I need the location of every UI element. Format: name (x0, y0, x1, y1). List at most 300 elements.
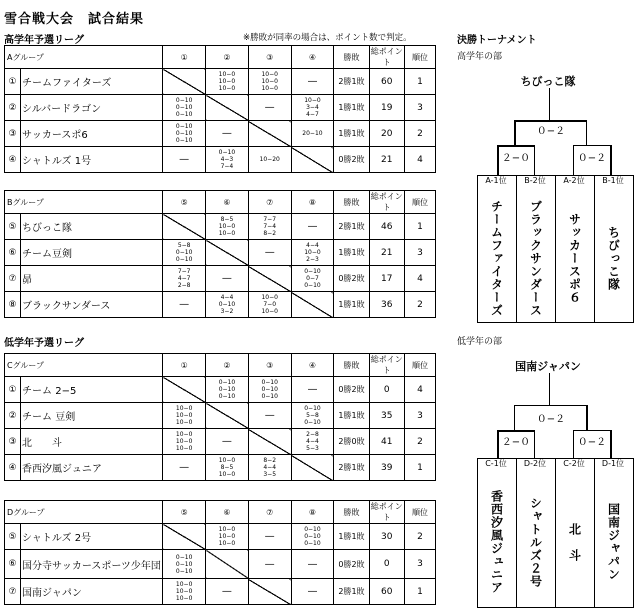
win-loss-cell (334, 550, 369, 579)
win-loss-cell (334, 266, 369, 292)
self-match-cell (291, 455, 334, 481)
match-score: 0−10 0−10 0−10 (175, 553, 193, 575)
match-score-cell (163, 403, 206, 429)
team-number: ⑧ (5, 292, 21, 318)
rank: 3 (404, 95, 435, 121)
opponent-column-header: ⑦ (248, 191, 291, 214)
total-points: 39 (369, 455, 404, 481)
team-name: チームファイターズ (21, 69, 163, 95)
self-match-cell (206, 95, 249, 121)
upper-semi-right-l (573, 145, 574, 175)
self-match-cell (291, 147, 334, 173)
bracket-team-name: チームファイターズ (489, 199, 504, 317)
match-score-cell (163, 121, 206, 147)
match-score-cell (206, 147, 249, 173)
match-score-cell (206, 292, 249, 318)
opponent-column-header: ⑤ (163, 191, 206, 214)
win-loss-cell (334, 403, 369, 429)
opponent-column-header: ⑦ (248, 501, 291, 524)
win-loss: 1勝1敗 (338, 103, 365, 112)
bracket-team (477, 175, 517, 323)
self-match-cell (248, 121, 291, 147)
lower-section-label: 低学年の部 (457, 337, 503, 347)
team-seed: B-2位 (524, 176, 546, 185)
bracket-team (555, 175, 595, 323)
team-number: ⑥ (5, 240, 21, 266)
match-score-cell (163, 147, 206, 173)
rank: 2 (404, 292, 435, 318)
match-score-cell (248, 69, 291, 95)
bracket-team-name: 国南ジャパン (606, 503, 621, 581)
total-points: 60 (369, 579, 404, 605)
upper-semi-left-l (497, 145, 499, 175)
opponent-column-header: ④ (291, 354, 334, 377)
match-score: — (179, 462, 190, 473)
team-row (5, 377, 436, 403)
rank: 1 (404, 69, 435, 95)
team-name: チーム豆剣 (21, 240, 163, 266)
bracket-team (516, 175, 556, 323)
match-score: 0−10 5−8 0−10 (304, 405, 321, 426)
team-seed: A-2位 (563, 176, 585, 185)
team-name: 北 斗 (21, 429, 163, 455)
win-loss: 1勝1敗 (338, 532, 365, 541)
match-score-cell (248, 240, 291, 266)
lower-semi-right-score: ０−２ (577, 437, 607, 448)
group-table (4, 190, 436, 318)
match-score-cell (248, 403, 291, 429)
match-score: 10−0 10−0 10−0 (218, 526, 236, 547)
team-name: 国分寺サッカースポーツ少年団 (21, 550, 163, 579)
team-row (5, 69, 436, 95)
team-name: シャトルズ 1号 (21, 147, 163, 173)
bracket-team-name: ちびっこ隊 (606, 225, 621, 291)
self-match-cell (248, 429, 291, 455)
match-score-cell (248, 550, 291, 579)
team-row (5, 147, 436, 173)
team-name: チーム 2−5 (21, 377, 163, 403)
result-header: 勝敗 (334, 354, 369, 377)
match-score: 0−10 0−10 0−10 (175, 97, 193, 118)
team-row (5, 292, 436, 318)
points-header: 総ポイント (370, 47, 403, 67)
total-points: 17 (369, 266, 404, 292)
opponent-column-header: ① (163, 354, 206, 377)
match-score-cell (206, 266, 249, 292)
page-title: 雪合戦大会 試合結果 (4, 12, 145, 27)
match-score-cell (248, 95, 291, 121)
match-score-cell (163, 579, 206, 605)
group-table (4, 45, 436, 173)
opponent-column-header: ⑧ (291, 191, 334, 214)
match-score-cell (291, 377, 334, 403)
team-row (5, 429, 436, 455)
match-score: — (264, 247, 275, 258)
rank: 2 (404, 429, 435, 455)
match-score-cell (206, 579, 249, 605)
match-score: 8−2 4−4 3−5 (263, 457, 277, 478)
bracket-team (516, 458, 556, 608)
match-score: 10−0 8−5 10−0 (218, 457, 236, 478)
match-score: — (307, 586, 318, 597)
win-loss-cell (334, 240, 369, 266)
match-score: — (264, 410, 275, 421)
match-score: — (264, 558, 275, 570)
match-score: — (307, 221, 318, 232)
match-score-cell (206, 214, 249, 240)
bracket-team (594, 175, 634, 323)
team-name: 昴 (21, 266, 163, 292)
match-score-cell (248, 455, 291, 481)
win-loss: 0勝2敗 (338, 559, 365, 569)
lower-semi-right-r (610, 430, 612, 458)
lower-final-left (514, 405, 515, 430)
match-score: 0−10 0−10 0−10 (175, 123, 193, 144)
self-match-cell (163, 377, 206, 403)
match-score-cell (206, 455, 249, 481)
group-label: Cグループ (5, 354, 163, 377)
rank: 1 (404, 579, 435, 605)
rank: 3 (404, 240, 435, 266)
win-loss: 1勝1敗 (338, 300, 365, 309)
group-label: Aグループ (5, 46, 163, 69)
match-score-cell (206, 121, 249, 147)
opponent-column-header: ④ (291, 46, 334, 69)
team-number: ③ (5, 121, 21, 147)
match-score-cell (206, 377, 249, 403)
match-score-cell (291, 240, 334, 266)
team-row (5, 266, 436, 292)
match-score-cell (291, 266, 334, 292)
match-score: — (221, 273, 232, 284)
team-row (5, 214, 436, 240)
match-score: 4−4 0−10 3−2 (218, 294, 236, 315)
team-number: ② (5, 95, 21, 121)
upper-champion: ちびっこ隊 (520, 75, 576, 88)
match-score: 7−7 4−7 2−8 (177, 268, 191, 289)
upper-semi-right-score: ０−２ (577, 153, 607, 164)
upper-semi-left-r (534, 145, 535, 175)
win-loss: 1勝1敗 (338, 411, 365, 420)
bracket-team (594, 458, 634, 608)
team-number: ② (5, 403, 21, 429)
win-loss: 1勝1敗 (338, 248, 365, 257)
match-score: 20−10 (302, 130, 323, 137)
total-points: 46 (369, 214, 404, 240)
upper-final-bar (514, 120, 586, 122)
win-loss-cell (334, 524, 369, 550)
upper-semi-right-bar (573, 145, 611, 146)
match-score-cell (291, 69, 334, 95)
match-score-cell (291, 524, 334, 550)
rank: 1 (404, 455, 435, 481)
rank: 4 (404, 266, 435, 292)
result-header: 勝敗 (334, 46, 369, 69)
team-name: チーム 豆剣 (21, 403, 163, 429)
self-match-cell (248, 579, 291, 605)
team-seed: C-1位 (485, 459, 507, 468)
self-match-cell (163, 524, 206, 550)
match-score-cell (206, 429, 249, 455)
match-score-cell (248, 292, 291, 318)
win-loss: 2勝1敗 (338, 77, 365, 86)
self-match-cell (291, 292, 334, 318)
team-number: ① (5, 377, 21, 403)
match-score: 0−10 0−7 0−10 (304, 268, 321, 289)
win-loss-cell (334, 377, 369, 403)
team-number: ⑦ (5, 579, 21, 605)
points-header: 総ポイント (370, 355, 403, 375)
match-score: 10−0 10−0 10−0 (175, 405, 193, 426)
match-score-cell (291, 579, 334, 605)
team-name: シャトルズ 2号 (21, 524, 163, 550)
self-match-cell (206, 550, 249, 579)
win-loss: 0勝2敗 (338, 274, 365, 283)
match-score: — (179, 299, 190, 310)
team-row (5, 550, 436, 579)
win-loss: 1勝1敗 (338, 129, 365, 138)
match-score: 0−10 0−10 0−10 (218, 379, 236, 400)
match-score: — (221, 586, 232, 597)
opponent-column-header: ① (163, 46, 206, 69)
total-points: 41 (369, 429, 404, 455)
lower-final-bar (514, 405, 586, 406)
win-loss: 0勝2敗 (338, 155, 365, 164)
upper-final-score: ０−２ (533, 126, 569, 138)
match-score: — (307, 76, 318, 87)
team-number: ⑤ (5, 214, 21, 240)
match-score-cell (248, 147, 291, 173)
match-score: 5−8 0−10 0−10 (175, 242, 193, 263)
team-name: サッカースポ6 (21, 121, 163, 147)
match-score: — (264, 531, 275, 542)
match-score-cell (291, 429, 334, 455)
team-row (5, 95, 436, 121)
lower-league-title: 低学年予選リーグ (4, 338, 84, 349)
rank-header: 順位 (404, 354, 435, 377)
self-match-cell (206, 403, 249, 429)
total-points: 21 (369, 240, 404, 266)
total-points: 30 (369, 524, 404, 550)
opponent-column-header: ⑧ (291, 501, 334, 524)
total-points: 0 (369, 377, 404, 403)
upper-final-right (586, 120, 587, 145)
opponent-column-header: ② (206, 354, 249, 377)
team-number: ⑤ (5, 524, 21, 550)
match-score-cell (163, 266, 206, 292)
bracket-team-name: 香西汐風ジュニア (489, 490, 504, 594)
team-name: ちびっこ隊 (21, 214, 163, 240)
opponent-column-header: ⑥ (206, 191, 249, 214)
lower-final-right (586, 405, 588, 430)
lower-champion: 国南ジャパン (515, 360, 581, 373)
team-seed: C-2位 (563, 459, 585, 468)
opponent-column-header: ⑤ (163, 501, 206, 524)
group-table (4, 353, 436, 481)
rank: 4 (404, 377, 435, 403)
team-number: ⑥ (5, 550, 21, 579)
rank-header: 順位 (404, 191, 435, 214)
team-number: ① (5, 69, 21, 95)
win-loss-cell (334, 147, 369, 173)
rank: 2 (404, 121, 435, 147)
win-loss-cell (334, 579, 369, 605)
total-points: 19 (369, 95, 404, 121)
match-score-cell (206, 524, 249, 550)
win-loss: 0勝2敗 (338, 385, 365, 394)
team-name: 国南ジャパン (21, 579, 163, 605)
total-points: 21 (369, 147, 404, 173)
win-loss-cell (334, 429, 369, 455)
group-label: Dグループ (5, 501, 163, 524)
tournament-title: 決勝トーナメント (457, 35, 537, 46)
bracket-team (555, 458, 595, 608)
match-score-cell (248, 377, 291, 403)
rank: 4 (404, 147, 435, 173)
tie-rule-note: ※勝敗が同率の場合は、ポイント数で判定。 (243, 33, 412, 43)
lower-final-score: ０−２ (533, 414, 569, 426)
team-name: シルバードラゴン (21, 95, 163, 121)
team-row (5, 403, 436, 429)
match-score: — (221, 128, 232, 139)
match-score: — (307, 384, 318, 395)
total-points: 0 (369, 550, 404, 579)
match-score-cell (206, 69, 249, 95)
match-score: — (307, 558, 318, 570)
match-score: 10−20 (259, 156, 280, 163)
match-score: 2−8 4−4 5−3 (306, 431, 319, 452)
match-score: — (179, 154, 190, 165)
group-table (4, 500, 436, 605)
match-score: 10−0 10−0 10−0 (261, 71, 278, 92)
lower-semi-right-l (573, 430, 574, 458)
match-score: 10−0 10−0 10−0 (175, 431, 193, 452)
group-label: Bグループ (5, 191, 163, 214)
lower-semi-left-score: ２−０ (501, 437, 531, 448)
rank: 3 (404, 403, 435, 429)
opponent-column-header: ③ (248, 46, 291, 69)
match-score-cell (163, 550, 206, 579)
self-match-cell (248, 266, 291, 292)
match-score-cell (163, 240, 206, 266)
self-match-cell (206, 240, 249, 266)
team-number: ⑦ (5, 266, 21, 292)
team-name: 香西汐風ジュニア (21, 455, 163, 481)
lower-semi-right-bar (573, 430, 611, 431)
upper-section-label: 高学年の部 (457, 52, 503, 62)
team-number: ③ (5, 429, 21, 455)
upper-final-left (514, 120, 516, 145)
team-number: ④ (5, 455, 21, 481)
bracket-team (477, 458, 517, 608)
self-match-cell (163, 69, 206, 95)
match-score: 0−10 0−10 0−10 (304, 526, 321, 547)
match-score: 10−0 10−0 10−0 (175, 581, 193, 602)
opponent-column-header: ③ (248, 354, 291, 377)
match-score: 10−0 10−0 10−0 (218, 71, 236, 92)
win-loss-cell (334, 121, 369, 147)
win-loss-cell (334, 95, 369, 121)
total-points: 20 (369, 121, 404, 147)
bracket-team-name: 北 斗 (567, 522, 582, 562)
match-score-cell (163, 455, 206, 481)
team-row (5, 579, 436, 605)
match-score-cell (163, 429, 206, 455)
self-match-cell (163, 214, 206, 240)
match-score-cell (248, 214, 291, 240)
points-header: 総ポイント (370, 502, 403, 522)
match-score: — (221, 436, 232, 447)
lower-champion-line (549, 373, 550, 405)
lower-semi-left-l (497, 430, 499, 458)
win-loss-cell (334, 69, 369, 95)
match-score-cell (291, 214, 334, 240)
team-name: ブラックサンダース (21, 292, 163, 318)
team-number: ④ (5, 147, 21, 173)
match-score-cell (291, 550, 334, 579)
upper-semi-left-score: ２−０ (501, 153, 531, 164)
win-loss-cell (334, 214, 369, 240)
match-score-cell (163, 292, 206, 318)
match-score: 0−10 0−10 0−10 (261, 379, 278, 400)
match-score: 7−7 7−4 8−2 (263, 216, 277, 237)
lower-semi-left-r (534, 430, 535, 458)
match-score: 10−0 7−0 10−0 (261, 294, 278, 315)
rank-header: 順位 (404, 46, 435, 69)
team-seed: D-1位 (601, 459, 625, 468)
match-score: 0−10 4−3 7−4 (218, 149, 236, 170)
upper-champion-line (549, 88, 550, 120)
total-points: 36 (369, 292, 404, 318)
match-score-cell (248, 524, 291, 550)
bracket-team-name: ブラックサンダース (528, 199, 543, 317)
bracket-team-name: シャトルズ２号 (528, 496, 543, 588)
bracket-team-name: サッカースポ６ (567, 212, 582, 304)
win-loss: 2勝1敗 (338, 587, 365, 596)
team-row (5, 455, 436, 481)
rank: 3 (404, 550, 435, 579)
rank: 1 (404, 214, 435, 240)
team-seed: D-2位 (523, 459, 547, 468)
result-header: 勝敗 (334, 501, 369, 524)
result-header: 勝敗 (334, 191, 369, 214)
total-points: 60 (369, 69, 404, 95)
match-score: 8−5 10−0 10−0 (218, 216, 236, 237)
win-loss-cell (334, 292, 369, 318)
match-score-cell (291, 121, 334, 147)
match-score: 10−0 3−4 4−7 (304, 97, 321, 118)
total-points: 35 (369, 403, 404, 429)
rank-header: 順位 (404, 501, 435, 524)
win-loss: 2勝1敗 (338, 463, 365, 472)
win-loss: 2勝0敗 (338, 437, 365, 446)
upper-league-title: 高学年予選リーグ (4, 35, 84, 46)
match-score: — (264, 102, 275, 113)
rank: 2 (404, 524, 435, 550)
opponent-column-header: ⑥ (206, 501, 249, 524)
team-seed: A-1位 (485, 176, 507, 185)
team-seed: B-1位 (602, 176, 624, 185)
points-header: 総ポイント (370, 192, 403, 212)
win-loss: 2勝1敗 (338, 222, 365, 231)
lower-semi-left-bar (497, 430, 535, 432)
team-row (5, 524, 436, 550)
team-row (5, 240, 436, 266)
match-score-cell (291, 95, 334, 121)
upper-semi-right-r (610, 145, 612, 175)
team-row (5, 121, 436, 147)
match-score: 4−4 10−0 2−3 (304, 242, 321, 263)
